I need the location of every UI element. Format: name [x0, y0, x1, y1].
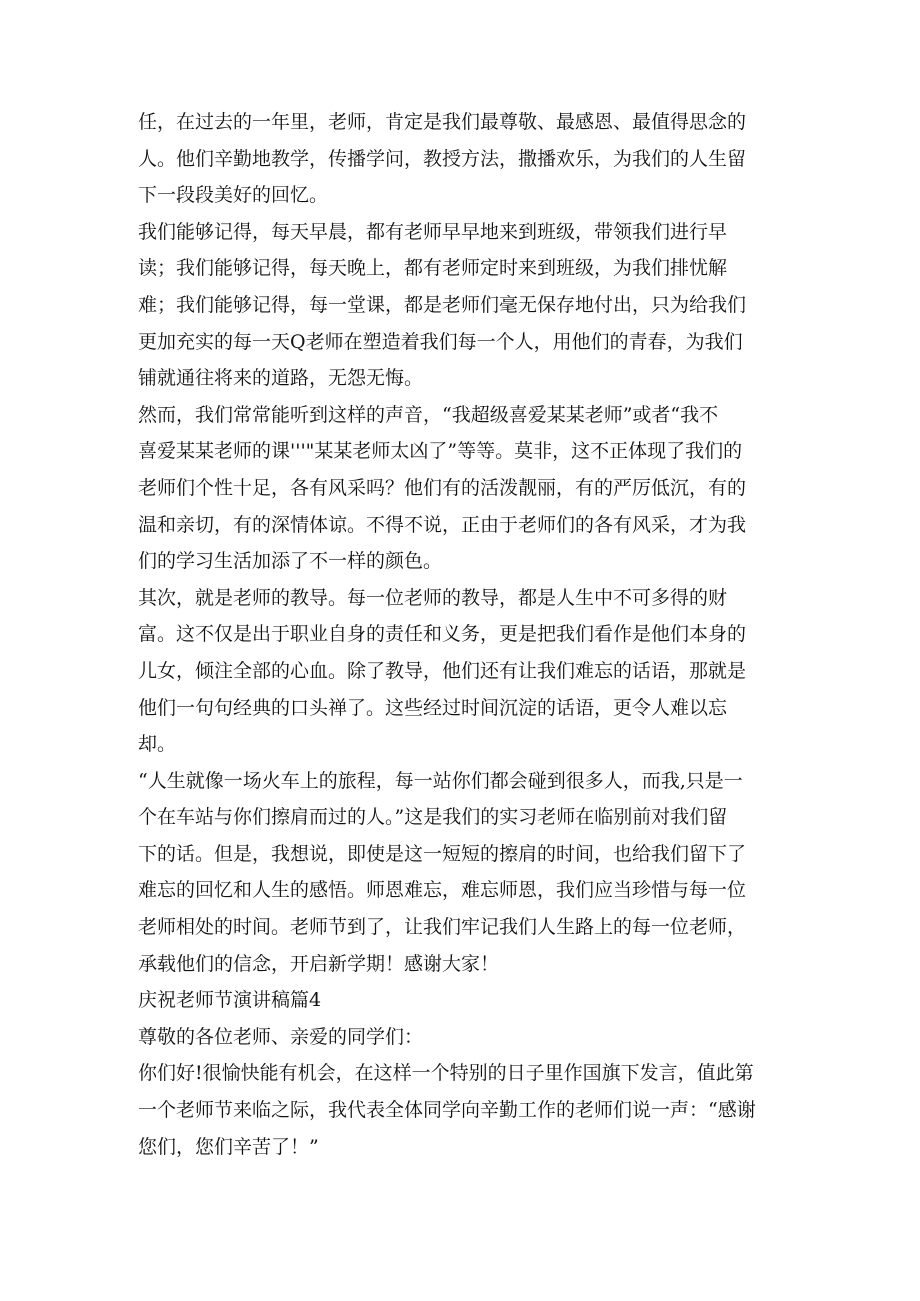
- text-line: 温和亲切，有的深情体谅。不得不说，正由于老师们的各有风采，才为我: [138, 513, 747, 536]
- text-line: 一个老师节来临之际，我代表全体同学向辛勤工作的老师们说一声：“感谢: [138, 1099, 756, 1122]
- text-line: 个在车站与你们擦肩而过的人。”这是我们的实习老师在临别前对我们留: [138, 806, 728, 829]
- text-line: 他们一句句经典的口头禅了。这些经过时间沉淀的话语，更令人难以忘: [138, 696, 728, 719]
- text-line: 下的话。但是，我想说，即使是这一短短的擦肩的时间，也给我们留下了: [138, 842, 747, 865]
- text-line: 难忘的回忆和人生的感悟。师恩难忘，难忘师恩，我们应当珍惜与每一位: [138, 879, 747, 902]
- text-line: 我们能够记得，每天早晨，都有老师早早地来到班级，带领我们进行早: [138, 220, 728, 243]
- salutation: 尊敬的各位老师、亲爱的同学们：: [138, 1025, 424, 1048]
- text-line: 难；我们能够记得，每一堂课，都是老师们毫无保存地付出，只为给我们: [138, 293, 747, 316]
- document-body: [138, 104, 798, 1165]
- text-line: 们的学习生活加添了不一样的颜色。: [138, 550, 443, 573]
- text-line: 老师相处的时间。老师节到了，让我们牢记我们人生路上的每一位老师，: [138, 916, 747, 939]
- text-line: 喜爱某某老师的课'''"某某老师太凶了”等等。莫非，这不正体现了我们的: [138, 440, 743, 463]
- text-line: 富。这不仅是出于职业自身的责任和义务，更是把我们看作是他们本身的: [138, 623, 747, 646]
- text-line: 承载他们的信念，开启新学期！感谢大家！: [138, 952, 500, 975]
- section-heading: 庆祝老师节演讲稿篇4: [138, 989, 322, 1012]
- text-line: 读；我们能够记得，每天晚上，都有老师定时来到班级，为我们排忧解: [138, 257, 728, 280]
- text-line: 老师们个性十足，各有风采吗？他们有的活泼靓丽，有的严厉低沉，有的: [138, 476, 747, 499]
- text-line: 铺就通往将来的道路，无怨无悔。: [138, 367, 424, 390]
- text-line: 下一段段美好的回忆。: [138, 184, 329, 207]
- text-line: “人生就像一场火车上的旅程，每一站你们都会碰到很多人，而我,只是一: [138, 769, 743, 792]
- text-line: 更加充实的每一天Q老师在塑造着我们每一个人，用他们的青春，为我们: [138, 330, 743, 353]
- text-line: 您们，您们辛苦了！”: [138, 1135, 319, 1158]
- text-line: 你们好!很愉快能有机会，在这样一个特别的日子里作国旗下发言，值此第: [138, 1062, 754, 1085]
- text-line: 然而，我们常常能听到这样的声音，“我超级喜爱某某老师”或者“我不: [138, 403, 719, 426]
- text-line: 任，在过去的一年里，老师，肯定是我们最尊敬、最感恩、最值得思念的: [138, 111, 747, 133]
- text-line: 人。他们辛勤地教学，传播学问，教授方法，撒播欢乐，为我们的人生留: [138, 147, 747, 170]
- text-line: 其次，就是老师的教导。每一位老师的教导，都是人生中不可多得的财: [138, 586, 728, 609]
- text-line: 儿女，倾注全部的心血。除了教导，他们还有让我们难忘的话语，那就是: [138, 659, 747, 682]
- text-line: 却。: [138, 733, 177, 756]
